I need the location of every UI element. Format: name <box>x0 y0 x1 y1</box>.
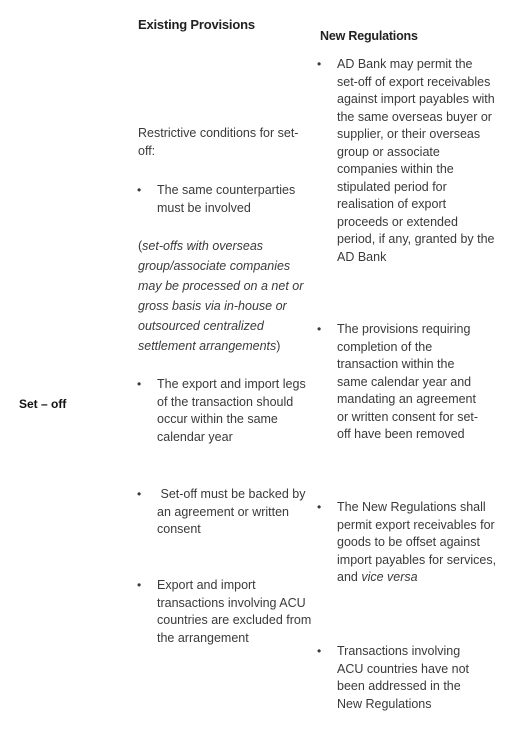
note-open-paren: ( <box>138 239 143 253</box>
bullet-icon: • <box>317 57 322 71</box>
existing-bullet-text: Export and import transactions involving ACU countries are excluded from the arrangement <box>157 578 312 645</box>
new-bullet-text: AD Bank may permit the set-off of export receivables against import payables with the same overseas buyer or supplier, or their overseas group or associate companies within the stipulated period for realisation of export proceeds or extended period, if any, granted by the AD Bank <box>337 57 495 264</box>
bullet-icon: • <box>317 322 322 336</box>
existing-provisions-header: Existing Provisions <box>138 17 255 32</box>
note-close-paren: ) <box>276 339 281 353</box>
new-bullet-3-italic: vice versa <box>361 570 418 584</box>
bullet-icon: • <box>137 487 142 501</box>
new-bullet-3-main: The New Regulations shall permit export receivables for goods to be offset against import payables for services, and <box>337 500 497 584</box>
row-label-set-off: Set – off <box>19 397 67 411</box>
new-bullet-text: The provisions requiring completion of the transaction within the same calendar year and mandating an agreement or written consent for set-off have been removed <box>337 322 479 441</box>
bullet-icon: • <box>317 644 322 658</box>
new-regulations-header: New Regulations <box>320 29 418 43</box>
existing-intro: Restrictive conditions for set-off: <box>138 126 299 158</box>
bullet-icon: • <box>317 500 322 514</box>
existing-bullet-text: The same counterparties must be involved <box>157 183 296 215</box>
existing-bullet-text: The export and import legs of the transaction should occur within the same calendar year <box>157 377 306 444</box>
existing-bullet-text: Set-off must be backed by an agreement or written consent <box>157 487 309 536</box>
bullet-icon: • <box>137 183 142 197</box>
new-bullet-text: Transactions involving ACU countries have not been addressed in the New Regulations <box>337 644 470 711</box>
new-bullet-text <box>337 499 501 587</box>
bullet-icon: • <box>137 578 142 592</box>
note-italic-text: set-offs with overseas group/associate companies may be processed on a net or gross basis via in-house or outsourced centralized settlement arrangements <box>138 239 304 353</box>
existing-note <box>138 236 310 356</box>
bullet-icon: • <box>137 377 142 391</box>
